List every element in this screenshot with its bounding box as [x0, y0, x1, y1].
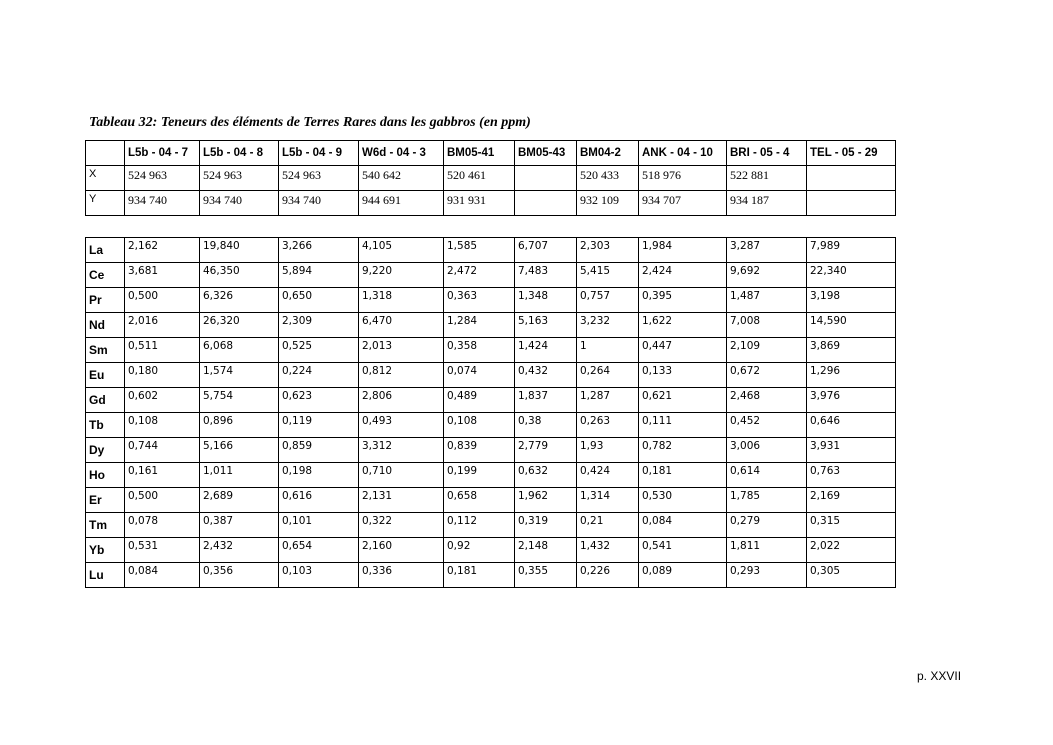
table-cell: 0,757	[577, 288, 639, 313]
table-cell: 0,710	[359, 463, 444, 488]
table-cell: 0,744	[125, 438, 200, 463]
element-row	[86, 388, 896, 413]
element-row	[86, 288, 896, 313]
table-cell: 9,220	[359, 263, 444, 288]
table-cell: 5,166	[200, 438, 279, 463]
table-cell: 3,312	[359, 438, 444, 463]
table-cell: 5,415	[577, 263, 639, 288]
table-cell: 5,754	[200, 388, 279, 413]
table-cell: 0,654	[279, 538, 359, 563]
table-cell: 0,859	[279, 438, 359, 463]
table-cell: 520 461	[444, 166, 515, 191]
table-cell: 2,160	[359, 538, 444, 563]
table-cell: 0,358	[444, 338, 515, 363]
table-cell: 1,348	[515, 288, 577, 313]
table-cell: 0,525	[279, 338, 359, 363]
table-cell: 0,500	[125, 288, 200, 313]
table-cell: 1,984	[639, 238, 727, 263]
element-row	[86, 363, 896, 388]
element-row	[86, 563, 896, 588]
table-cell: 0,181	[444, 563, 515, 588]
table-cell: 0,112	[444, 513, 515, 538]
table-cell: 1,585	[444, 238, 515, 263]
table-cell: 1,287	[577, 388, 639, 413]
table-cell: 1,284	[444, 313, 515, 338]
sample-coordinates-table	[85, 140, 896, 216]
table-cell: 2,131	[359, 488, 444, 513]
table-cell: 0,279	[727, 513, 807, 538]
element-row	[86, 338, 896, 363]
table-cell: 0,319	[515, 513, 577, 538]
column-header: TEL - 05 - 29	[807, 141, 896, 166]
table-cell: 0,180	[125, 363, 200, 388]
element-label: Ho	[86, 463, 125, 488]
table-cell: 0,531	[125, 538, 200, 563]
column-header: L5b - 04 - 9	[279, 141, 359, 166]
table-cell: 0,614	[727, 463, 807, 488]
column-header: BRI - 05 - 4	[727, 141, 807, 166]
column-header: BM05-41	[444, 141, 515, 166]
table-cell: 520 433	[577, 166, 639, 191]
table-cell: 5,894	[279, 263, 359, 288]
table-cell: 3,681	[125, 263, 200, 288]
table-cell: 1,622	[639, 313, 727, 338]
table-cell: 6,707	[515, 238, 577, 263]
table-cell: 931 931	[444, 191, 515, 216]
row-label: Y	[86, 191, 125, 216]
column-header: BM05-43	[515, 141, 577, 166]
table-cell: 2,779	[515, 438, 577, 463]
table-caption: Tableau 32: Teneurs des éléments de Terres Rares dans les gabbros (en ppm)	[89, 115, 531, 130]
column-header: L5b - 04 - 7	[125, 141, 200, 166]
table-cell: 6,470	[359, 313, 444, 338]
table-cell: 2,303	[577, 238, 639, 263]
table-cell: 2,148	[515, 538, 577, 563]
table-cell: 0,38	[515, 413, 577, 438]
table-cell: 0,782	[639, 438, 727, 463]
element-row	[86, 488, 896, 513]
table-cell: 9,692	[727, 263, 807, 288]
table-cell: 0,493	[359, 413, 444, 438]
table-cell: 524 963	[279, 166, 359, 191]
table-cell: 0,623	[279, 388, 359, 413]
table-cell: 0,530	[639, 488, 727, 513]
column-header: W6d - 04 - 3	[359, 141, 444, 166]
element-label: Er	[86, 488, 125, 513]
table-cell: 0,387	[200, 513, 279, 538]
table-cell: 540 642	[359, 166, 444, 191]
table-cell: 2,468	[727, 388, 807, 413]
table-cell: 0,322	[359, 513, 444, 538]
table-cell: 0,119	[279, 413, 359, 438]
table-cell: 0,424	[577, 463, 639, 488]
column-header: L5b - 04 - 8	[200, 141, 279, 166]
table-cell: 1,011	[200, 463, 279, 488]
table-cell: 1	[577, 338, 639, 363]
table-cell: 2,109	[727, 338, 807, 363]
table-cell: 0,602	[125, 388, 200, 413]
table-cell: 46,350	[200, 263, 279, 288]
table-cell: 0,658	[444, 488, 515, 513]
table-cell: 3,266	[279, 238, 359, 263]
table-cell: 2,162	[125, 238, 200, 263]
table-cell	[515, 191, 577, 216]
table-cell: 0,646	[807, 413, 896, 438]
table-cell	[807, 166, 896, 191]
table-cell: 1,432	[577, 538, 639, 563]
element-row	[86, 538, 896, 563]
table-cell: 0,293	[727, 563, 807, 588]
table-cell: 2,169	[807, 488, 896, 513]
table-cell: 0,084	[639, 513, 727, 538]
element-label: Nd	[86, 313, 125, 338]
element-row	[86, 463, 896, 488]
table-cell: 6,326	[200, 288, 279, 313]
table-cell: 934 740	[279, 191, 359, 216]
row-label: X	[86, 166, 125, 191]
column-header: ANK - 04 - 10	[639, 141, 727, 166]
table-cell: 2,806	[359, 388, 444, 413]
element-row	[86, 238, 896, 263]
table-cell: 0,650	[279, 288, 359, 313]
table-cell: 26,320	[200, 313, 279, 338]
table-cell: 0,161	[125, 463, 200, 488]
table-cell: 2,689	[200, 488, 279, 513]
table-cell: 4,105	[359, 238, 444, 263]
table-cell: 0,111	[639, 413, 727, 438]
table-cell: 0,452	[727, 413, 807, 438]
table-cell: 7,483	[515, 263, 577, 288]
table-cell: 0,489	[444, 388, 515, 413]
table-cell	[807, 191, 896, 216]
table-cell: 0,199	[444, 463, 515, 488]
element-label: Tb	[86, 413, 125, 438]
table-cell: 3,006	[727, 438, 807, 463]
table-cell: 0,336	[359, 563, 444, 588]
table-cell: 0,896	[200, 413, 279, 438]
table-cell: 1,487	[727, 288, 807, 313]
table-cell: 5,163	[515, 313, 577, 338]
table-cell: 0,108	[444, 413, 515, 438]
table-cell: 19,840	[200, 238, 279, 263]
table-cell: 932 109	[577, 191, 639, 216]
table-cell: 0,395	[639, 288, 727, 313]
element-label: Lu	[86, 563, 125, 588]
table-cell: 1,296	[807, 363, 896, 388]
table-cell: 934 740	[200, 191, 279, 216]
table-cell: 0,226	[577, 563, 639, 588]
table-cell: 0,632	[515, 463, 577, 488]
element-row	[86, 263, 896, 288]
table-cell: 3,232	[577, 313, 639, 338]
table-cell: 522 881	[727, 166, 807, 191]
element-label: Gd	[86, 388, 125, 413]
table-cell: 3,198	[807, 288, 896, 313]
table-cell: 934 740	[125, 191, 200, 216]
rare-earth-elements-table	[85, 237, 896, 588]
table-cell: 0,133	[639, 363, 727, 388]
table-cell: 0,672	[727, 363, 807, 388]
element-row	[86, 438, 896, 463]
table-cell: 2,016	[125, 313, 200, 338]
table-cell: 934 187	[727, 191, 807, 216]
table-cell: 0,356	[200, 563, 279, 588]
table-cell: 0,089	[639, 563, 727, 588]
element-label: Sm	[86, 338, 125, 363]
table-cell: 0,92	[444, 538, 515, 563]
table-cell: 0,541	[639, 538, 727, 563]
element-label: Ce	[86, 263, 125, 288]
table-cell: 0,074	[444, 363, 515, 388]
element-label: Pr	[86, 288, 125, 313]
table-cell: 2,472	[444, 263, 515, 288]
table-cell: 6,068	[200, 338, 279, 363]
table-cell: 518 976	[639, 166, 727, 191]
table-cell: 3,287	[727, 238, 807, 263]
table-cell: 1,785	[727, 488, 807, 513]
coordinate-row-y	[86, 191, 896, 216]
page-number: p. XXVII	[917, 669, 962, 683]
table-cell: 2,013	[359, 338, 444, 363]
table-cell: 1,811	[727, 538, 807, 563]
table-cell: 0,839	[444, 438, 515, 463]
table-cell: 7,989	[807, 238, 896, 263]
table-cell: 0,511	[125, 338, 200, 363]
table-cell: 524 963	[200, 166, 279, 191]
table-cell: 524 963	[125, 166, 200, 191]
column-header: BM04-2	[577, 141, 639, 166]
table-cell: 0,21	[577, 513, 639, 538]
element-row	[86, 313, 896, 338]
table-cell: 0,315	[807, 513, 896, 538]
table-cell: 0,500	[125, 488, 200, 513]
element-label: Tm	[86, 513, 125, 538]
table-cell: 0,103	[279, 563, 359, 588]
table-cell: 14,590	[807, 313, 896, 338]
table-cell: 0,447	[639, 338, 727, 363]
table-cell: 934 707	[639, 191, 727, 216]
table-cell: 0,812	[359, 363, 444, 388]
table-cell: 944 691	[359, 191, 444, 216]
table-cell: 22,340	[807, 263, 896, 288]
table-cell: 0,108	[125, 413, 200, 438]
table-cell: 1,574	[200, 363, 279, 388]
table-cell: 0,264	[577, 363, 639, 388]
table-cell: 0,432	[515, 363, 577, 388]
table-cell: 0,763	[807, 463, 896, 488]
element-row	[86, 513, 896, 538]
table-cell	[515, 166, 577, 191]
table-cell: 0,101	[279, 513, 359, 538]
table-cell: 2,432	[200, 538, 279, 563]
table-cell: 1,837	[515, 388, 577, 413]
table-cell: 3,976	[807, 388, 896, 413]
table-cell: 3,869	[807, 338, 896, 363]
table-cell: 1,962	[515, 488, 577, 513]
element-label: La	[86, 238, 125, 263]
table-cell: 1,424	[515, 338, 577, 363]
coordinate-row-x	[86, 166, 896, 191]
corner-cell	[86, 141, 125, 166]
table-cell: 3,931	[807, 438, 896, 463]
table-cell: 0,263	[577, 413, 639, 438]
table-cell: 0,616	[279, 488, 359, 513]
element-label: Eu	[86, 363, 125, 388]
table-cell: 0,181	[639, 463, 727, 488]
table-cell: 0,224	[279, 363, 359, 388]
table-cell: 2,022	[807, 538, 896, 563]
sample-header-row	[86, 141, 896, 166]
table-cell: 0,198	[279, 463, 359, 488]
table-cell: 0,078	[125, 513, 200, 538]
table-cell: 1,314	[577, 488, 639, 513]
table-cell: 0,621	[639, 388, 727, 413]
table-cell: 0,084	[125, 563, 200, 588]
table-cell: 7,008	[727, 313, 807, 338]
table-cell: 0,305	[807, 563, 896, 588]
table-cell: 1,318	[359, 288, 444, 313]
table-cell: 0,355	[515, 563, 577, 588]
table-cell: 2,424	[639, 263, 727, 288]
element-row	[86, 413, 896, 438]
table-cell: 1,93	[577, 438, 639, 463]
element-label: Dy	[86, 438, 125, 463]
element-label: Yb	[86, 538, 125, 563]
table-cell: 2,309	[279, 313, 359, 338]
table-cell: 0,363	[444, 288, 515, 313]
